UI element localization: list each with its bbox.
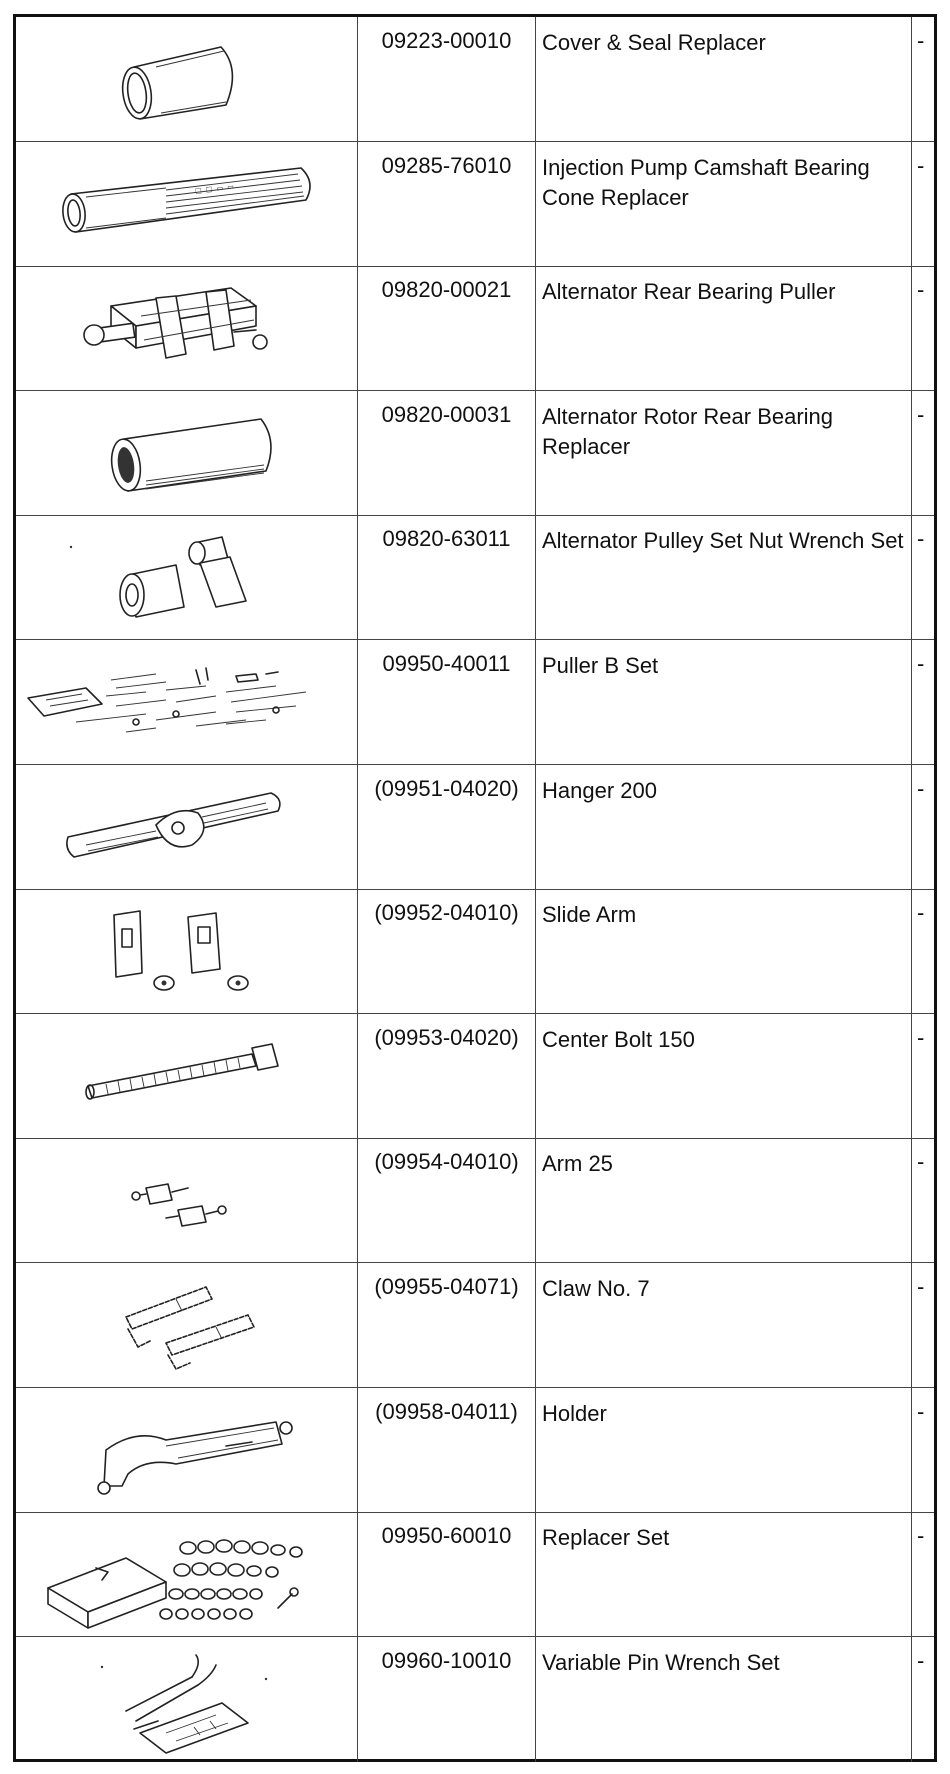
part-number: (09953-04020) bbox=[358, 1014, 536, 1138]
note: - bbox=[917, 526, 925, 552]
note: - bbox=[917, 1024, 925, 1050]
slide-arm-icon bbox=[16, 889, 358, 1014]
note: - bbox=[917, 900, 925, 926]
note: - bbox=[917, 28, 925, 53]
table-row bbox=[16, 515, 934, 640]
part-number: 09285-76010 bbox=[358, 142, 536, 266]
note: - bbox=[917, 1523, 925, 1549]
part-number: (09955-04071) bbox=[358, 1263, 536, 1387]
table-row bbox=[16, 1263, 934, 1388]
part-number: (09958-04011) bbox=[358, 1388, 536, 1512]
svg-text:□ □ ▭ ▭: □ □ ▭ ▭ bbox=[195, 182, 234, 197]
tool-illustration-cell bbox=[16, 889, 358, 1013]
table-row bbox=[16, 1512, 934, 1637]
tool-illustration-cell bbox=[16, 515, 358, 639]
tool-illustration-cell bbox=[16, 142, 358, 266]
part-number: 09223-00010 bbox=[358, 17, 536, 141]
note: - bbox=[917, 401, 925, 427]
tool-illustration-cell bbox=[16, 1014, 358, 1138]
part-number: 09960-10010 bbox=[358, 1637, 536, 1762]
note: - bbox=[917, 775, 925, 801]
tool-name: Replacer Set bbox=[536, 1512, 912, 1636]
part-number: (09952-04010) bbox=[358, 889, 536, 1013]
note: - bbox=[917, 277, 925, 303]
holder-icon bbox=[16, 1388, 358, 1513]
table-row bbox=[16, 1637, 934, 1762]
arm-pins-icon bbox=[16, 1138, 358, 1263]
tool-illustration-cell bbox=[16, 765, 358, 889]
note: - bbox=[917, 1398, 925, 1424]
part-number: 09950-60010 bbox=[358, 1512, 536, 1636]
special-service-tools-table bbox=[13, 14, 937, 1762]
table-row bbox=[16, 1388, 934, 1513]
tool-illustration-cell bbox=[16, 266, 358, 390]
note: - bbox=[917, 1274, 925, 1299]
tool-name: Arm 25 bbox=[536, 1138, 912, 1262]
center-bolt-icon bbox=[16, 1014, 358, 1139]
note: - bbox=[917, 1647, 925, 1673]
tool-illustration-cell bbox=[16, 1637, 358, 1762]
sleeve-replacer-icon bbox=[16, 17, 358, 142]
table-row bbox=[16, 889, 934, 1014]
part-number: 09820-63011 bbox=[358, 515, 536, 639]
long-knurled-replacer-icon bbox=[16, 142, 358, 267]
puller-kit-icon bbox=[16, 640, 358, 765]
tool-name: Claw No. 7 bbox=[536, 1263, 912, 1387]
replacer-kit-icon bbox=[16, 1512, 358, 1637]
tool-illustration-cell bbox=[16, 391, 358, 515]
tool-illustration-cell bbox=[16, 1138, 358, 1262]
table-row bbox=[16, 765, 934, 890]
tool-name: Holder bbox=[536, 1388, 912, 1512]
tool-name: Alternator Pulley Set Nut Wrench Set bbox=[536, 515, 912, 639]
tool-name: Hanger 200 bbox=[536, 765, 912, 889]
tool-name: Center Bolt 150 bbox=[536, 1014, 912, 1138]
table-row bbox=[16, 391, 934, 516]
bearing-puller-icon bbox=[16, 266, 358, 391]
table-row bbox=[16, 640, 934, 765]
tool-name: Puller B Set bbox=[536, 640, 912, 764]
tool-name: Cover & Seal Replacer bbox=[536, 17, 912, 141]
part-number: 09820-00031 bbox=[358, 391, 536, 515]
tool-name: Variable Pin Wrench Set bbox=[536, 1637, 912, 1762]
part-number: 09950-40011 bbox=[358, 640, 536, 764]
socket-wrench-set-icon bbox=[16, 515, 358, 640]
tool-illustration-cell bbox=[16, 640, 358, 764]
tool-illustration-cell bbox=[16, 1388, 358, 1512]
note: - bbox=[917, 651, 925, 676]
table-row bbox=[16, 1138, 934, 1263]
pin-wrench-set-icon bbox=[16, 1637, 358, 1762]
claw-icon bbox=[16, 1263, 358, 1388]
tool-name: Slide Arm bbox=[536, 889, 912, 1013]
part-number: (09951-04020) bbox=[358, 765, 536, 889]
table-row bbox=[16, 17, 934, 142]
tool-name: Alternator Rotor Rear Bearing Replacer bbox=[536, 391, 912, 515]
tool-illustration-cell bbox=[16, 1263, 358, 1387]
part-number: 09820-00021 bbox=[358, 266, 536, 390]
note: - bbox=[917, 1149, 925, 1175]
rotor-bearing-replacer-icon bbox=[16, 391, 358, 516]
tool-name: Alternator Rear Bearing Puller bbox=[536, 266, 912, 390]
note: - bbox=[917, 152, 925, 178]
hanger-bar-icon bbox=[16, 765, 358, 890]
table-row bbox=[16, 1014, 934, 1139]
part-number: (09954-04010) bbox=[358, 1138, 536, 1262]
tool-name: Injection Pump Camshaft Bearing Cone Replacer bbox=[536, 142, 912, 266]
tool-illustration-cell bbox=[16, 17, 358, 141]
tool-illustration-cell bbox=[16, 1512, 358, 1636]
table-row bbox=[16, 142, 934, 267]
table-row bbox=[16, 266, 934, 391]
